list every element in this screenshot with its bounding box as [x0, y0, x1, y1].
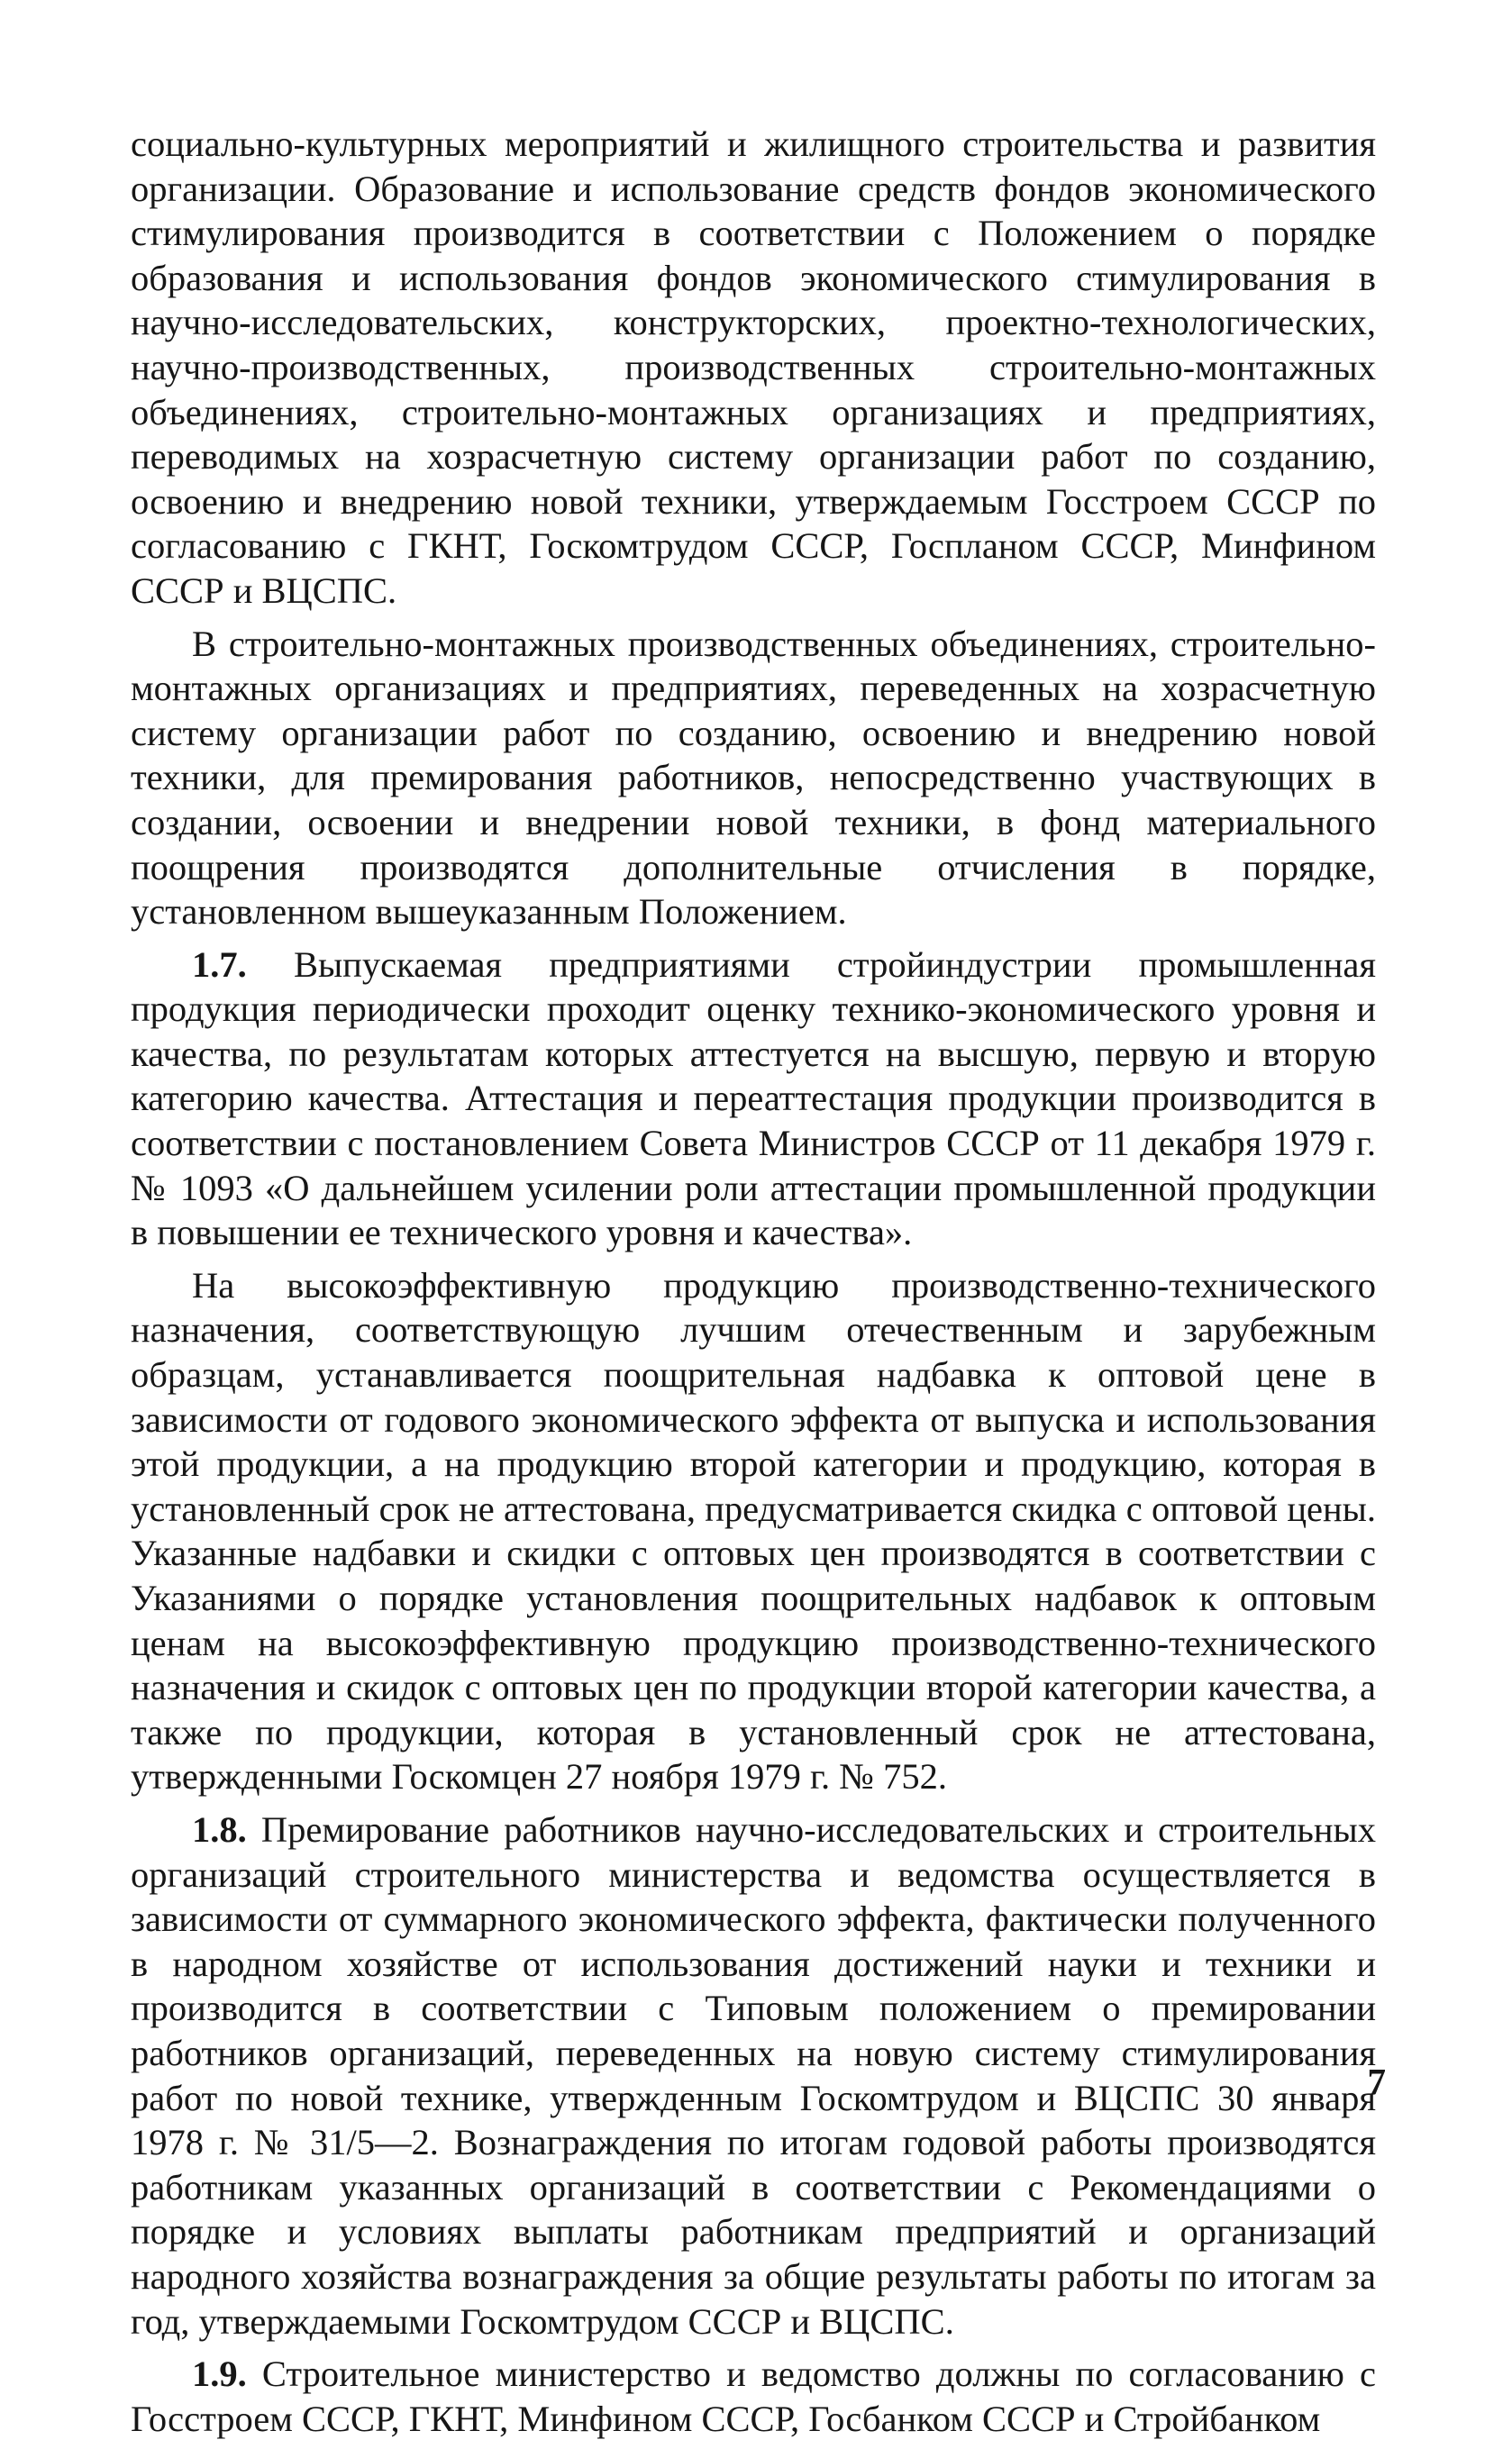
- section-1-7: [131, 942, 1376, 1255]
- section-1-8: [131, 1807, 1376, 2344]
- section-number: 1.7.: [192, 943, 247, 985]
- paragraph-price-premiums: [131, 1263, 1376, 1799]
- paragraph-text: Премирование работников научно-исследовательских и строительных организаций строительного министерства и ведомства осуществляется в зависимости от суммарного экономического эффекта, фактически полученного в народном хозяйстве от использования достижений науки и техники и производится в соответствии с Типовым положением о премировании работников организаций, переведенных на новую систему стимулирования работ по новой технике, утвержденным Госкомтрудом и ВЦСПС 30 января 1978 г. № 31/5—2. Вознаграждения по итогам годовой работы производятся работникам указанных организаций в соответствии с Рекомендациями о порядке и условиях выплаты работникам предприятий и организаций народного хозяйства вознаграждения за общие результаты работы по итогам за год, утверждаемыми Госкомтрудом СССР и ВЦСПС.: [131, 1808, 1376, 2342]
- section-number: 1.8.: [192, 1808, 247, 1850]
- page-number: 7: [1367, 2061, 1386, 2102]
- document-page: [131, 122, 1376, 2449]
- paragraph-continuation: [131, 122, 1376, 614]
- section-number: 1.9.: [192, 2353, 247, 2395]
- paragraph-text: социально-культурных мероприятий и жилищного строительства и развития организации. Образование и использование средств фондов экономического стимулирования производится в соответствии с Положением о порядке образования и использования фондов экономического стимулирования в научно-исследовательских, конструкторских, проектно-технологических, научно-производственных, производственных строительно-монтажных объединениях, строительно-монтажных организациях и предприятиях, переводимых на хозрасчетную систему организации работ по созданию, освоению и внедрению новой техники, утверждаемым Госстроем СССР по согласованию с ГКНТ, Госкомтрудом СССР, Госпланом СССР, Минфином СССР и ВЦСПС.: [131, 123, 1376, 611]
- paragraph-text: Строительное министерство и ведомство должны по согласованию с Госстроем СССР, ГКНТ, Минфином СССР, Госбанком СССР и Стройбанком: [131, 2353, 1376, 2439]
- paragraph-construction-associations: [131, 622, 1376, 934]
- section-1-9: [131, 2352, 1376, 2441]
- paragraph-text: В строительно-монтажных производственных объединениях, строительно-монтажных организациях и предприятиях, переведенных на хозрасчетную систему организации работ по созданию, освоению и внедрению новой техники, для премирования работников, непосредственно участвующих в создании, освоении и внедрении новой техники, в фонд материального поощрения производятся дополнительные отчисления в порядке, установленном вышеуказанным Положением.: [131, 623, 1376, 933]
- paragraph-text: На высокоэффективную продукцию производственно-технического назначения, соответствующую лучшим отечественным и зарубежным образцам, устанавливается поощрительная надбавка к оптовой цене в зависимости от годового экономического эффекта от выпуска и использования этой продукции, а на продукцию второй категории и продукцию, которая в установленный срок не аттестована, предусматривается скидка с оптовой цены. Указанные надбавки и скидки с оптовых цен производятся в соответствии с Указаниями о порядке установления поощрительных надбавок к оптовым ценам на высокоэффективную продукцию производственно-технического назначения и скидок с оптовых цен по продукции второй категории качества, а также по продукции, которая в установленный срок не аттестована, утвержденными Госкомцен 27 ноября 1979 г. № 752.: [131, 1264, 1376, 1798]
- paragraph-text: Выпускаемая предприятиями стройиндустрии промышленная продукция периодически проходит оценку технико-экономического уровня и качества, по результатам которых аттестуется на высшую, первую и вторую категорию качества. Аттестация и переаттестация продукции производится в соответствии с постановлением Совета Министров СССР от 11 декабря 1979 г. № 1093 «О дальнейшем усилении роли аттестации промышленной продукции в повышении ее технического уровня и качества».: [131, 943, 1377, 1253]
